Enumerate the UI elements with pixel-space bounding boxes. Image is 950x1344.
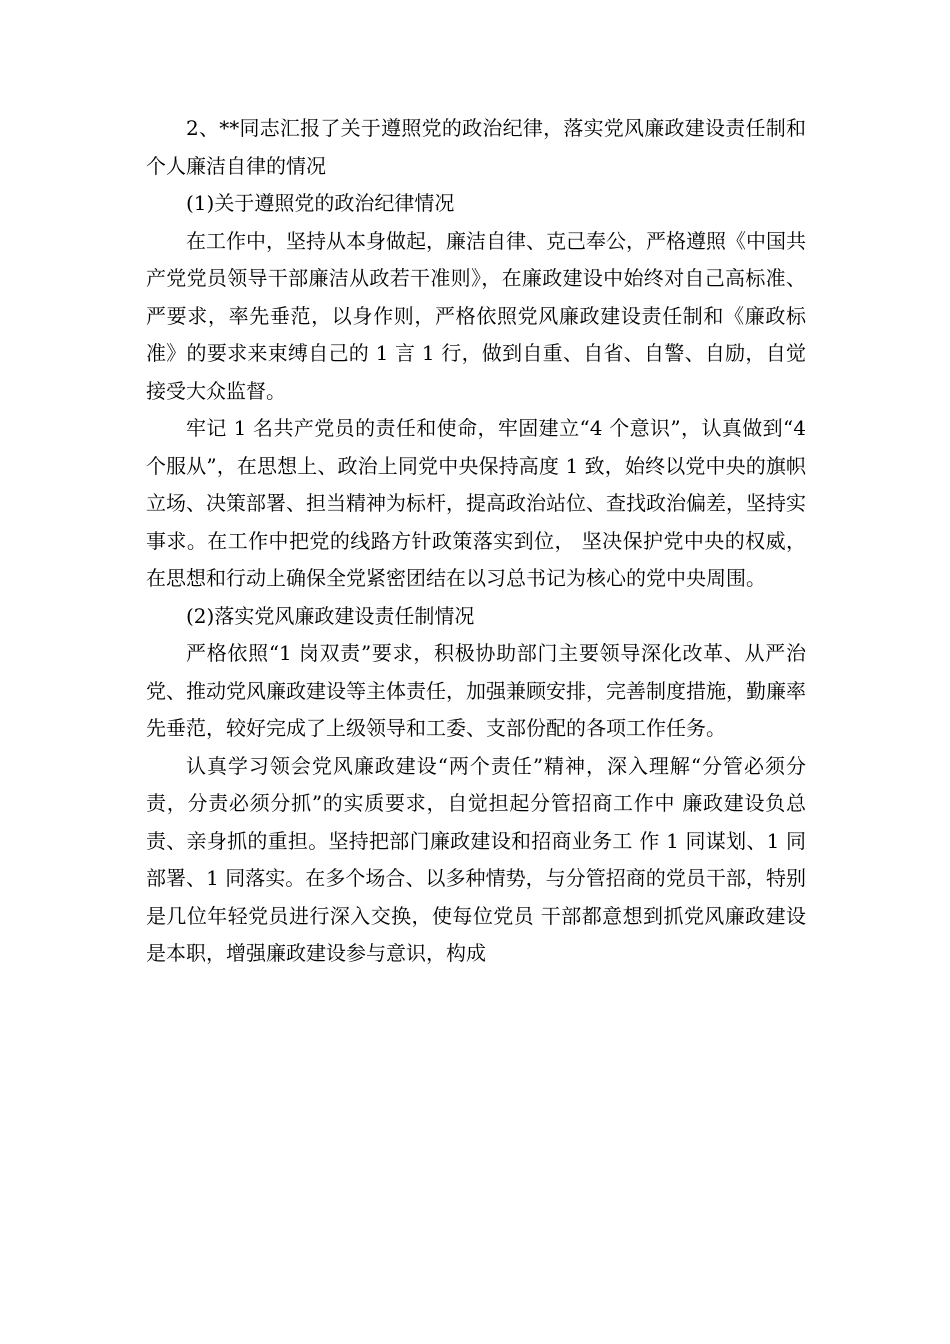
paragraph-section-1-heading: (1)关于遵照党的政治纪律情况 xyxy=(186,191,455,215)
document-body xyxy=(146,110,806,973)
paragraph-report-heading: 2、**同志汇报了关于遵照党的政治纪律，落实党风廉政建设责任制和个人廉洁自律的情况 xyxy=(146,116,806,178)
paragraph-section-2-heading: (2)落实党风廉政建设责任制情况 xyxy=(186,603,475,628)
paragraph-section-2-body-2: 认真学习领会党风廉政建设“两个责任”精神，深入理解“分管必须分责，分责必须分抓”的实质要求，自觉担起分管招商工作中 廉政建设负总责、亲身抓的重担。坚持把部门廉政建设和招商业务工 作 1 同谋划、1 同部署、1 同落实。在多个场合、以多种情势，与分管招商的党员干部，特别是几位年轻党员进行深入交换，使每位党员 干部都意想到抓党风廉政建设是本职，增强廉政建设参与意识，构成 xyxy=(146,753,806,965)
paragraph-section-1-body-1: 在工作中，坚持从本身做起，廉洁自律、克己奉公，严格遵照《中国共产党党员领导干部廉洁从政若干准则》，在廉政建设中始终对自己高标准、严要求，率先垂范，以身作则，严格依照党风廉政建设责任制和《廉政标准》的要求来束缚自己的 1 言 1 行，做到自重、自省、自警、自励，自觉接受大众监督。 xyxy=(146,228,806,403)
paragraph-section-1-body-2: 牢记 1 名共产党员的责任和使命，牢固建立“4 个意识”，认真做到“4 个服从”，在思想上、政治上同党中央保持高度 1 致，始终以党中央的旗帜立场、决策部署、担当精神为标杆，提高政治站位、查找政治偏差，坚持实事求。在工作中把党的线路方针政策落实到位， 坚决保护党中央的权威，在思想和行动上确保全党紧密团结在以习总书记为核心的党中央周围。 xyxy=(146,416,806,590)
paragraph-section-2-body-1: 严格依照“1 岗双责”要求，积极协助部门主要领导深化改革、从严治党、推动党风廉政建设等主体责任，加强兼顾安排，完善制度措施，勤廉率先垂范，较好完成了上级领导和工委、支部份配的各项工作任务。 xyxy=(146,641,806,740)
